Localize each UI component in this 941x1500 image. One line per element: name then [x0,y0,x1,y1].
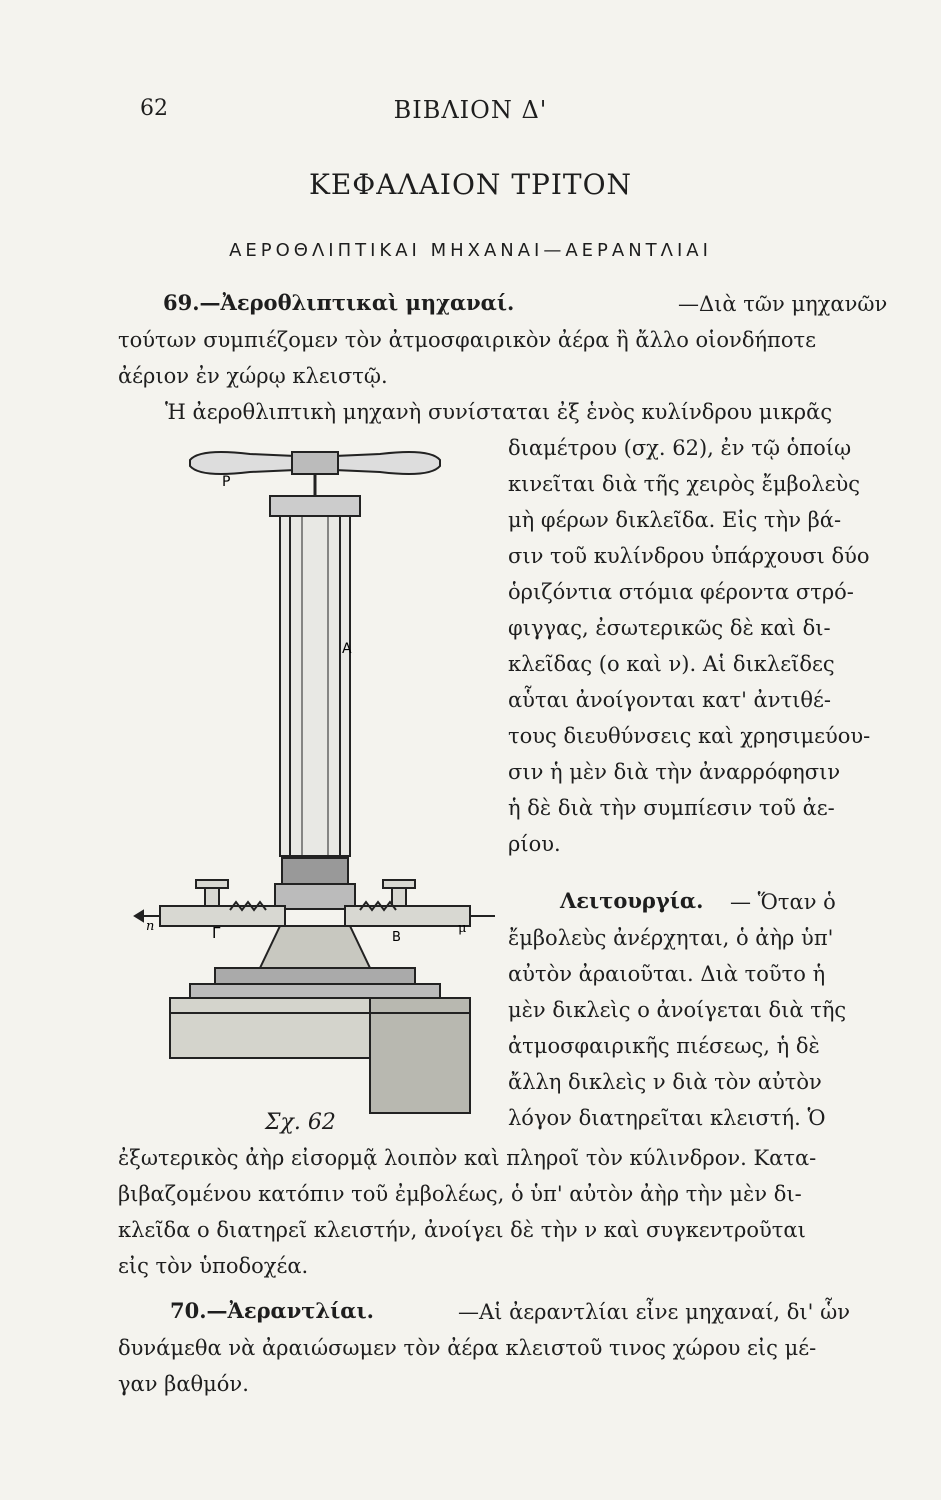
text-line: τούτων συμπιέζομεν τὸν ἀτμοσφαιρικὸν ἀέρα ἢ ἄλλο οἱονδήποτε [118,328,816,352]
operation-heading: Λειτουργία. [560,888,704,913]
running-head: ΒΙΒΛΙΟΝ Δ' [393,96,548,124]
page-number: 62 [140,96,168,121]
text-line: φιγγας, ἐσωτερικῶς δὲ καὶ δι- [508,616,831,640]
piston [282,858,348,884]
text-line: — Ὅταν ὁ [730,890,836,914]
label-mu: μ [458,921,467,936]
text-line: ἀέριον ἐν χώρῳ κλειστῷ. [118,364,388,388]
text-line: ἐξωτερικὸς ἀὴρ εἰσορμᾷ λοιπὸν καὶ πληροῖ τὸν κύλινδρον. Κατα- [118,1146,817,1170]
chapter-subtitle: ΑΕΡΟΘΛΙΠΤΙΚΑΙ ΜΗΧΑΝΑΙ—ΑΕΡΑΝΤΛΙΑΙ [229,240,712,261]
cylinder-cap [270,496,360,516]
text-line: σιν τοῦ κυλίνδρου ὑπάρχουσι δύο [508,544,870,568]
text-line: —Αἱ ἀεραντλίαι εἶνε μηχαναί, δι' ὧν [458,1300,850,1324]
text-line: ἀτμοσφαιρικῆς πιέσεως, ἡ δὲ [508,1034,820,1058]
label-b: B [392,930,401,945]
lower-chamber [275,884,355,909]
text-line: αὐτὸν ἀραιοῦται. Διὰ τοῦτο ἡ [508,962,826,986]
figure-caption: Σχ. 62 [265,1110,336,1135]
text-line: ρίου. [508,832,561,856]
section-69-heading: 69.—Ἀεροθλιπτικαὶ μηχαναί. [163,290,515,315]
cylinder [280,516,350,856]
text-line: μὲν δικλεὶς ο ἀνοίγεται διὰ τῆς [508,998,847,1022]
section-70-heading: 70.—Ἀεραντλίαι. [170,1298,374,1323]
text-line: ἄλλη δικλεὶς ν διὰ τὸν αὐτὸν [508,1070,822,1094]
text-line: ἡ δὲ διὰ τὴν συμπίεσιν τοῦ ἀε- [508,796,835,820]
text-line: γαν βαθμόν. [118,1372,249,1396]
text-line: —Διὰ τῶν μηχανῶν [678,292,888,316]
text-line: διαμέτρου (σχ. 62), ἐν τῷ ὁποίῳ [508,436,852,460]
text-line: δυνάμεθα νὰ ἀραιώσωμεν τὸν ἀέρα κλειστοῦ τινος χώρου εἰς μέ- [118,1336,817,1360]
label-n: n [146,919,155,934]
air-compressor-figure [130,438,500,1138]
text-line: λόγον διατηρεῖται κλειστή. Ὁ [508,1106,826,1130]
text-line: αὗται ἀνοίγονται κατ' ἀντιθέ- [508,688,831,712]
text-line: κλεῖδας (ο καὶ ν). Αἱ δικλεῖδες [508,652,835,676]
text-line: Ἡ ἀεροθλιπτικὴ μηχανὴ συνίσταται ἐξ ἑνὸς κυλίνδρου μικρᾶς [165,400,833,424]
pump-handle [190,452,440,474]
text-line: τους διευθύνσεις καὶ χρησιμεύου- [508,724,871,748]
label-a: A [342,641,352,657]
label-gamma: Γ [212,924,221,942]
text-line: μὴ φέρων δικλεῖδα. Εἰς τὴν βά- [508,508,842,532]
text-line: ὁριζόντια στόμια φέροντα στρό- [508,580,854,604]
text-line: κινεῖται διὰ τῆς χειρὸς ἔμβολεὺς [508,472,860,496]
chapter-title: ΚΕΦΑΛΑΙΟΝ ΤΡΙΤΟΝ [308,168,633,201]
text-line: σιν ἡ μὲν διὰ τὴν ἀναρρόφησιν [508,760,841,784]
label-p: P [222,474,231,490]
text-line: εἰς τὸν ὑποδοχέα. [118,1254,309,1278]
text-line: βιβαζομένου κατόπιν τοῦ ἐμβολέως, ὁ ὑπ' αὐτὸν ἀὴρ τὴν μὲν δι- [118,1182,802,1206]
text-line: κλεῖδα ο διατηρεῖ κλειστήν, ἀνοίγει δὲ τὴν ν καὶ συγκεντροῦται [118,1218,806,1242]
pump-base [170,926,470,1113]
text-line: ἔμβολεὺς ἀνέρχηται, ὁ ἀὴρ ὑπ' [508,926,834,950]
